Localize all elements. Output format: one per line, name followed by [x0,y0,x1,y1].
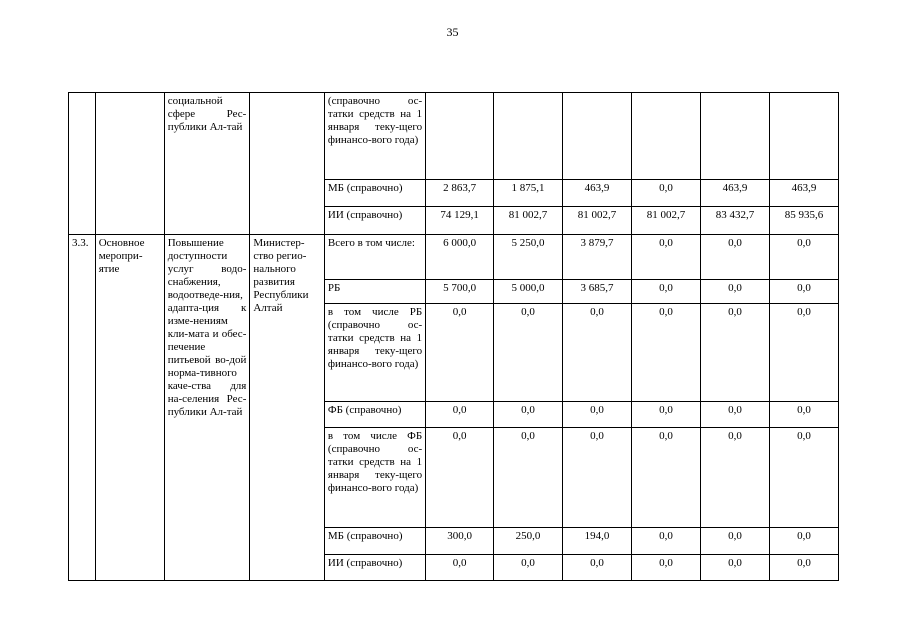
value-cell: 0,0 [563,555,632,581]
value-cell: 0,0 [700,280,769,304]
page-number: 35 [446,25,459,39]
source-label: ИИ (справочно) [324,207,425,235]
value-cell: 0,0 [632,555,701,581]
value-cell: 0,0 [426,304,494,402]
table-body [69,93,839,581]
value-cell: 0,0 [769,235,838,280]
value-cell: 0,0 [426,428,494,528]
table-row [69,93,839,180]
value-cell: 85 935,6 [769,207,838,235]
source-label: ФБ (справочно) [324,402,425,428]
executor-cell [250,93,325,235]
item-executor: Министер-ство регио-нального развития Республики Алтай [250,235,325,581]
value-cell: 0,0 [632,402,701,428]
value-cell: 0,0 [494,555,563,581]
value-cell: 0,0 [632,528,701,555]
value-cell: 0,0 [426,402,494,428]
number-cell [69,93,96,235]
value-cell: 6 000,0 [426,235,494,280]
value-cell: 1 875,1 [494,180,563,207]
item-name: Повышение доступности услуг водо-снабжения, водоотведе-ния, адапта-ция к изме-нениям кли-мата и обес-печение питьевой во-дой норма-тивного каче-ства для на-селения Рес-публики Ал-тай [164,235,250,581]
item-number: 3.3. [69,235,96,581]
type-cell [95,93,164,235]
value-cell [563,93,632,180]
value-cell: 0,0 [494,428,563,528]
value-cell: 5 700,0 [426,280,494,304]
value-cell: 0,0 [700,428,769,528]
value-cell: 74 129,1 [426,207,494,235]
value-cell: 0,0 [769,555,838,581]
value-cell: 0,0 [769,428,838,528]
value-cell [700,93,769,180]
value-cell: 0,0 [563,402,632,428]
value-cell [769,93,838,180]
value-cell: 5 000,0 [494,280,563,304]
value-cell: 5 250,0 [494,235,563,280]
value-cell: 0,0 [700,555,769,581]
value-cell: 250,0 [494,528,563,555]
value-cell: 0,0 [494,304,563,402]
value-cell: 83 432,7 [700,207,769,235]
value-cell: 81 002,7 [494,207,563,235]
value-cell: 3 685,7 [563,280,632,304]
value-cell: 0,0 [700,402,769,428]
value-cell: 3 879,7 [563,235,632,280]
source-label: в том числе ФБ (справочно ос-татки средств на 1 января теку-щего финансо-вого года) [324,428,425,528]
value-cell: 0,0 [563,304,632,402]
value-cell: 0,0 [769,528,838,555]
value-cell: 0,0 [769,402,838,428]
source-label: Всего в том числе: [324,235,425,280]
value-cell: 0,0 [769,280,838,304]
value-cell: 0,0 [769,304,838,402]
source-label: (справочно ос-татки средств на 1 января теку-щего финансо-вого года) [324,93,425,180]
table-row [69,235,839,280]
funding-table [68,92,839,581]
value-cell: 463,9 [700,180,769,207]
source-label: МБ (справочно) [324,528,425,555]
value-cell [494,93,563,180]
value-cell: 0,0 [632,235,701,280]
source-label: в том числе РБ (справочно ос-татки средств на 1 января теку-щего финансо-вого года) [324,304,425,402]
value-cell: 0,0 [632,428,701,528]
value-cell: 300,0 [426,528,494,555]
name-cell: социальной сфере Рес-публики Ал-тай [164,93,250,235]
value-cell: 0,0 [426,555,494,581]
value-cell: 81 002,7 [632,207,701,235]
value-cell: 0,0 [700,528,769,555]
source-label: РБ [324,280,425,304]
value-cell: 463,9 [563,180,632,207]
source-label: ИИ (справочно) [324,555,425,581]
value-cell: 0,0 [563,428,632,528]
value-cell: 463,9 [769,180,838,207]
item-type: Основное меропри-ятие [95,235,164,581]
source-label: МБ (справочно) [324,180,425,207]
value-cell: 81 002,7 [563,207,632,235]
value-cell: 0,0 [632,280,701,304]
value-cell [632,93,701,180]
value-cell: 0,0 [700,304,769,402]
value-cell [426,93,494,180]
value-cell: 2 863,7 [426,180,494,207]
value-cell: 0,0 [632,304,701,402]
value-cell: 0,0 [632,180,701,207]
value-cell: 194,0 [563,528,632,555]
value-cell: 0,0 [494,402,563,428]
value-cell: 0,0 [700,235,769,280]
